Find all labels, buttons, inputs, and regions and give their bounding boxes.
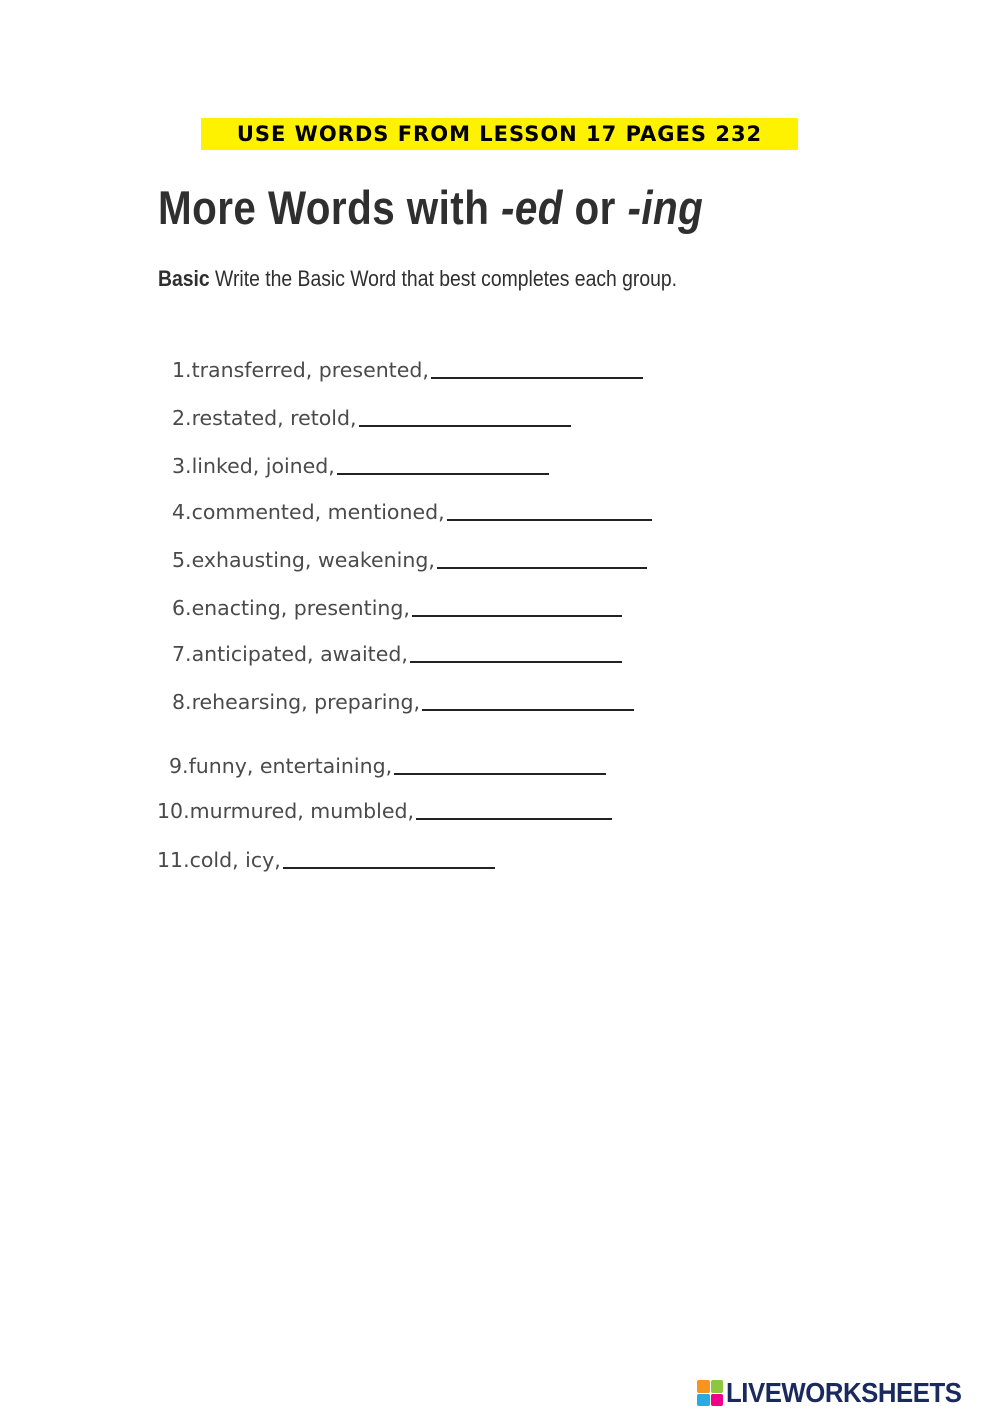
title-suffix-ing: -ing — [627, 181, 704, 234]
item-number: 11. — [157, 848, 190, 872]
answer-blank[interactable] — [447, 517, 652, 521]
list-item — [172, 406, 571, 430]
answer-blank[interactable] — [337, 471, 549, 475]
item-number: 10. — [157, 799, 190, 823]
answer-blank[interactable] — [416, 816, 612, 820]
item-text: exhausting, weakening, — [191, 548, 435, 572]
answer-blank[interactable] — [431, 375, 643, 379]
liveworksheets-logo-icon — [697, 1380, 723, 1406]
item-text: funny, entertaining, — [188, 754, 393, 778]
list-item — [172, 454, 549, 478]
answer-blank[interactable] — [359, 423, 571, 427]
item-number: 8. — [172, 690, 192, 714]
list-item — [172, 642, 622, 666]
item-text: rehearsing, preparing, — [191, 690, 420, 714]
list-item — [157, 848, 495, 872]
item-text: linked, joined, — [191, 454, 335, 478]
answer-blank[interactable] — [394, 771, 606, 775]
title-or: or — [562, 181, 628, 234]
item-text: commented, mentioned, — [191, 500, 445, 524]
list-item — [172, 548, 647, 572]
logo-text: LIVEWORKSHEETS — [726, 1377, 962, 1408]
title-suffix-ed: -ed — [500, 181, 563, 234]
item-number: 1. — [172, 358, 192, 382]
list-item — [172, 500, 652, 524]
answer-blank[interactable] — [422, 707, 634, 711]
lesson-banner: USE WORDS FROM LESSON 17 PAGES 232 — [201, 118, 798, 150]
item-text: anticipated, awaited, — [191, 642, 408, 666]
item-number: 6. — [172, 596, 192, 620]
item-number: 7. — [172, 642, 192, 666]
answer-blank[interactable] — [412, 613, 622, 617]
item-text: cold, icy, — [189, 848, 281, 872]
page-title — [158, 180, 703, 235]
list-item — [172, 596, 622, 620]
item-text: transferred, presented, — [191, 358, 429, 382]
instructions — [158, 266, 677, 292]
answer-blank[interactable] — [283, 865, 495, 869]
item-text: enacting, presenting, — [191, 596, 410, 620]
answer-blank[interactable] — [410, 659, 622, 663]
list-item — [172, 358, 643, 382]
liveworksheets-logo[interactable] — [697, 1378, 982, 1408]
list-item — [169, 754, 606, 778]
answer-blank[interactable] — [437, 565, 647, 569]
instructions-text: Write the Basic Word that best completes each group. — [209, 266, 678, 291]
item-number: 3. — [172, 454, 192, 478]
item-number: 4. — [172, 500, 192, 524]
item-number: 9. — [169, 754, 189, 778]
instructions-label: Basic — [158, 266, 210, 291]
item-text: murmured, mumbled, — [189, 799, 415, 823]
item-number: 2. — [172, 406, 192, 430]
title-main: More Words with — [158, 181, 501, 234]
list-item — [157, 799, 612, 823]
list-item — [172, 690, 634, 714]
item-text: restated, retold, — [191, 406, 357, 430]
item-number: 5. — [172, 548, 192, 572]
